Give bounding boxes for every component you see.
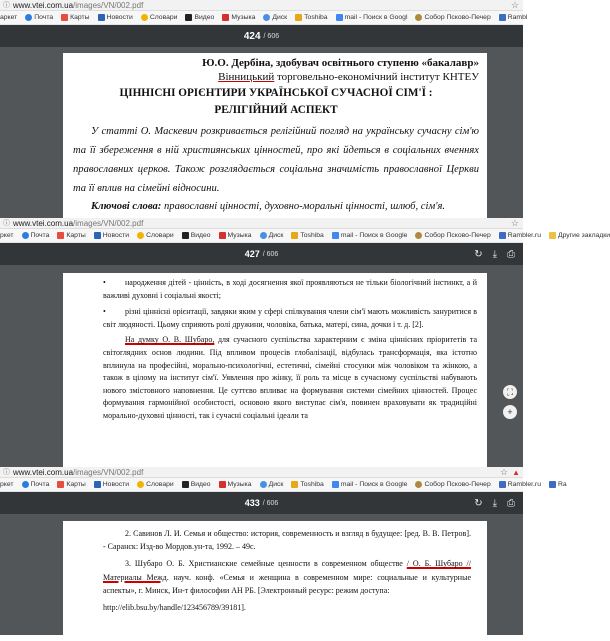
fit-page-icon[interactable]: ⛶ [503, 385, 517, 399]
info-icon[interactable]: ⓘ [3, 469, 10, 476]
bookmark-item[interactable] [98, 14, 133, 21]
bookmark-item[interactable] [57, 232, 85, 239]
bookmark-favicon-icon [137, 481, 144, 488]
bookmark-label: Диск [272, 14, 288, 21]
bookmark-favicon-icon [94, 232, 101, 239]
bookmark-label: Новости [102, 481, 130, 488]
page-current[interactable]: 433 [244, 498, 260, 508]
pdf-toolbar [0, 492, 523, 514]
pdf-viewer[interactable] [0, 514, 523, 635]
download-icon[interactable]: ⤓ [492, 497, 497, 509]
bookmark-label: Словари [146, 232, 174, 239]
pdf-toolbar [0, 243, 523, 265]
paragraph [103, 334, 477, 422]
address-bar[interactable] [0, 467, 523, 478]
bookmark-favicon-icon [222, 14, 229, 21]
bookmark-item[interactable] [137, 481, 174, 488]
bookmark-favicon-icon [291, 481, 298, 488]
reference-text: 3. Шубаро О. Б. Христианские семейные ценности в современном обществе [125, 559, 407, 569]
bookmark-label: Диск [268, 481, 284, 488]
institution-rest: торговельно-економічний інститут КНТЕУ [274, 71, 479, 83]
bookmark-label: mail - Поиск в Googl [344, 14, 408, 21]
pdf-page [63, 521, 487, 641]
bookmark-item[interactable] [25, 14, 53, 21]
bookmark-item[interactable] [22, 481, 50, 488]
bookmark-label: Музыка [227, 481, 252, 488]
keywords-text: православні цінності, духовно-моральні цінності, шлюб, сім'я. [161, 201, 446, 212]
bookmark-item[interactable] [182, 232, 211, 239]
bookmark-item[interactable] [57, 481, 85, 488]
url-path: /images/VN/002.pdf [73, 0, 144, 10]
list-item-text: різні ціннісні орієнтації, завдяки яким у сфері спілкування члени сім'ї мають можливість зануритися в світ людяності. Цьому сприяють ролі дружини, чоловіка, батька, матері, сина, дочки і т. д. [2]. [103, 307, 477, 329]
reference-item: 2. Савинов Л. И. Семья и общество: история, современность и взгляд в будущее: [ред. В. В. Петров]. - Саранск: Изд-во Мордов.ун-та, 1992. – 49с. [103, 529, 471, 552]
bookmark-label: Новости [102, 232, 130, 239]
bookmark-label: ркет [0, 232, 14, 239]
print-icon[interactable]: ⎙ [507, 497, 515, 509]
bookmark-label: Toshiba [300, 481, 324, 488]
bookmark-favicon-icon [94, 481, 101, 488]
bookmark-favicon-icon [499, 481, 506, 488]
bookmark-item[interactable] [499, 14, 528, 21]
keywords-label: Ключові слова: [91, 201, 162, 212]
bookmark-item[interactable] [549, 232, 610, 239]
bookmark-favicon-icon [415, 481, 422, 488]
url-path: /images/VN/002.pdf [73, 218, 144, 228]
screenshot-page-427 [0, 217, 610, 467]
pdf-page [63, 273, 487, 473]
bookmark-favicon-icon [98, 14, 105, 21]
bookmark-favicon-icon [336, 14, 343, 21]
bookmark-label: mail - Поиск в Google [340, 232, 408, 239]
zoom-controls [503, 385, 517, 419]
bookmark-favicon-icon [332, 232, 339, 239]
bookmark-label: Собор Псково-Печер [424, 232, 491, 239]
bookmark-item[interactable] [94, 481, 129, 488]
bookmark-label: Новости [106, 14, 133, 21]
bookmark-label: Собор Псково-Печер [424, 481, 491, 488]
rotate-icon[interactable]: ↻ [474, 248, 483, 260]
reference-item [103, 557, 471, 597]
rotate-icon[interactable]: ↻ [474, 497, 483, 509]
pdf-tools [474, 492, 515, 514]
download-icon[interactable]: ⤓ [492, 248, 497, 260]
bookmark-favicon-icon [263, 14, 270, 21]
bookmark-item[interactable] [185, 14, 214, 21]
bookmark-star-icon[interactable]: ☆ [510, 0, 519, 10]
bookmark-favicon-icon [415, 232, 422, 239]
reference-text: . науч. конф. «Семья и женщина в современном мире: социальные и культурные аспекты», г. Минск, Ин-т философии АН РБ. [Электронный ресурс: режим доступа: [103, 572, 471, 595]
paragraph-text: для сучасного суспільства характерним є зміна ціннісних пріоритетів та світоглядних основ людини. Під впливом процесів глобалізації, відбулась трансформація, яка істотно вплинула на професійні, морально-психологічні, естетичні, сімейні стосунки між чоловіком та жінкою, а також в цілому на інститут сім'ї. Уявлення про жінку, її роль та місце в сучасному суспільстві набувають нового змістовного наповнення. Це суттєво впливає на формування системи сімейних цінностей. Процес формування гармонійної особистості, основою якого виступає сім'я, повинен враховувати як традиційні морально-духовні цінності, так і сучасні соціальні ідеали та [103, 335, 477, 420]
pdf-tools [474, 243, 515, 265]
screenshot-page-424 [0, 0, 528, 218]
bookmark-item[interactable] [415, 232, 490, 239]
bookmark-item[interactable] [336, 14, 408, 21]
page-total: / 606 [262, 250, 279, 258]
bookmark-label: Видео [194, 14, 215, 21]
bookmark-item[interactable] [263, 14, 287, 21]
bookmark-item[interactable] [0, 14, 17, 21]
cut-off-line [73, 53, 479, 56]
bookmark-item[interactable] [61, 14, 89, 21]
list-item-text: народження дітей - цінність, в ході досягнення якої проявляються не тільки біологічний інстинкт, а й важливі духовні і соціальні якості; [103, 278, 477, 300]
bookmark-item[interactable] [219, 481, 252, 488]
bookmark-label: Словари [146, 481, 174, 488]
abstract: У статті О. Маскевич розкривається релігійний погляд на українську сучасну сім'ю та її збереження в ній християнських цінностей, про які йдеться в соціальних вченнях православних церков. Також розглядається соціальна значимість православної Церкви та її вплив на сімейні відносини. [73, 126, 479, 194]
pdf-toolbar [0, 25, 523, 47]
bookmark-item[interactable] [499, 481, 541, 488]
bookmark-favicon-icon [499, 232, 506, 239]
bookmark-favicon-icon [137, 232, 144, 239]
article-title [73, 85, 479, 119]
bookmark-label: Rambl [507, 14, 528, 21]
page-current[interactable]: 424 [243, 30, 261, 42]
page-current[interactable]: 427 [244, 249, 260, 259]
address-bar[interactable] [0, 218, 523, 229]
info-icon[interactable]: ⓘ [3, 2, 10, 9]
bookmark-favicon-icon [182, 232, 189, 239]
info-icon[interactable]: ⓘ [3, 220, 10, 227]
bookmark-label: Карты [70, 14, 90, 21]
bookmark-label: Видео [190, 481, 211, 488]
bookmarks-bar [0, 11, 528, 25]
bookmark-star-icon[interactable]: ☆ [500, 466, 509, 477]
bookmark-label: Карты [66, 232, 86, 239]
bookmark-item[interactable] [332, 481, 408, 488]
bookmark-favicon-icon [57, 481, 64, 488]
bookmark-favicon-icon [185, 14, 192, 21]
bookmark-label: Почта [34, 14, 54, 21]
bookmark-item[interactable] [182, 481, 211, 488]
bookmark-label: Собор Псково-Печер [424, 14, 491, 21]
bullet: • [103, 307, 106, 317]
list-item [103, 277, 477, 302]
bookmark-item[interactable] [222, 14, 255, 21]
bookmark-item[interactable] [415, 481, 490, 488]
pdf-viewer[interactable] [0, 265, 523, 467]
bookmark-label: Toshiba [300, 232, 324, 239]
underlined-author-ref: На думку О. В. Шубаро, [125, 335, 215, 345]
bookmark-label: Музыка [231, 14, 256, 21]
bookmark-label: Музыка [227, 232, 252, 239]
bookmark-favicon-icon [219, 481, 226, 488]
bookmark-favicon-icon [57, 232, 64, 239]
bookmark-item[interactable] [415, 14, 490, 21]
bookmark-label: ркет [0, 481, 14, 488]
bookmark-label: Toshiba [304, 14, 328, 21]
zoom-in-icon[interactable]: + [503, 405, 517, 419]
bookmark-label: Видео [190, 232, 211, 239]
page-total: / 606 [263, 32, 280, 40]
bookmark-favicon-icon [22, 481, 29, 488]
pdf-viewer[interactable] [0, 47, 523, 228]
bookmark-favicon-icon [332, 481, 339, 488]
bookmark-item[interactable] [499, 232, 541, 239]
bookmark-label: Другие закладки [557, 232, 610, 239]
institution-underlined: Вінницький [218, 71, 275, 83]
bookmark-favicon-icon [182, 481, 189, 488]
bookmark-item[interactable] [291, 481, 323, 488]
bookmark-label: mail - Поиск в Google [340, 481, 408, 488]
bullet: • [103, 278, 106, 287]
url-host: www.vtei.com.ua [13, 467, 74, 477]
underlined-reference: / О. Б. Шубаро // Материалы Межд [103, 559, 472, 582]
bookmark-favicon-icon [499, 14, 506, 21]
bookmark-label: аркет [0, 14, 18, 21]
bookmarks-bar [0, 478, 567, 492]
bookmark-label: Rambler.ru [507, 232, 541, 239]
print-icon[interactable]: ⎙ [507, 248, 515, 260]
bookmark-favicon-icon [25, 14, 32, 21]
bookmark-item[interactable] [260, 481, 284, 488]
bookmark-item[interactable] [260, 232, 284, 239]
bookmark-label: Почта [30, 232, 50, 239]
bookmark-item[interactable] [137, 232, 174, 239]
reference-url[interactable]: http://elib.bsu.by/handle/123456789/39181]. [103, 603, 246, 613]
author-line: Ю.О. Дербіна, здобувач освітнього ступеню «бакалавр» [202, 57, 479, 69]
bookmarks-bar [0, 229, 610, 243]
bookmark-item[interactable] [219, 232, 252, 239]
bookmark-label: Словари [149, 14, 178, 21]
bookmark-item[interactable] [22, 232, 50, 239]
url-host: www.vtei.com.ua [13, 218, 74, 228]
keywords [73, 199, 479, 215]
bookmark-favicon-icon [291, 232, 298, 239]
bookmark-item[interactable] [291, 232, 323, 239]
bookmark-item[interactable] [94, 232, 129, 239]
bookmark-label: Диск [268, 232, 284, 239]
bookmark-favicon-icon [549, 232, 556, 239]
bookmark-favicon-icon [260, 481, 267, 488]
title-line-1: ЦІННІСНІ ОРІЄНТИРИ УКРАЇНСЬКОЇ СУЧАСНОЇ СІМ'Ї : [119, 87, 433, 99]
bookmark-favicon-icon [22, 232, 29, 239]
institution-line [73, 71, 479, 83]
bookmark-star-icon[interactable]: ☆ [510, 217, 519, 228]
bookmark-favicon-icon [219, 232, 226, 239]
bookmark-favicon-icon [295, 14, 302, 21]
bookmark-favicon-icon [415, 14, 422, 21]
bookmark-favicon-icon [141, 14, 148, 21]
bookmark-item[interactable] [549, 481, 567, 488]
url-host: www.vtei.com.ua [13, 0, 74, 10]
bookmark-label: Rambler.ru [507, 481, 541, 488]
bookmark-item[interactable] [295, 14, 327, 21]
bookmark-item[interactable] [332, 232, 408, 239]
bookmark-favicon-icon [260, 232, 267, 239]
page-total: / 606 [262, 499, 279, 507]
address-bar[interactable] [0, 0, 523, 11]
bookmark-favicon-icon [61, 14, 68, 21]
bookmark-item[interactable] [0, 232, 14, 239]
bookmark-label: Карты [66, 481, 86, 488]
title-line-2: РЕЛІГІЙНИЙ АСПЕКТ [214, 104, 338, 116]
bookmark-label: Почта [30, 481, 50, 488]
list-item [103, 306, 477, 331]
bookmark-item[interactable] [141, 14, 178, 21]
bookmark-item[interactable] [0, 481, 14, 488]
bookmark-label: Ra [557, 481, 567, 488]
extension-icon[interactable]: ▲ [512, 467, 520, 477]
bookmark-favicon-icon [549, 481, 556, 488]
screenshot-page-433 [0, 466, 567, 635]
url-path: /images/VN/002.pdf [73, 467, 144, 477]
